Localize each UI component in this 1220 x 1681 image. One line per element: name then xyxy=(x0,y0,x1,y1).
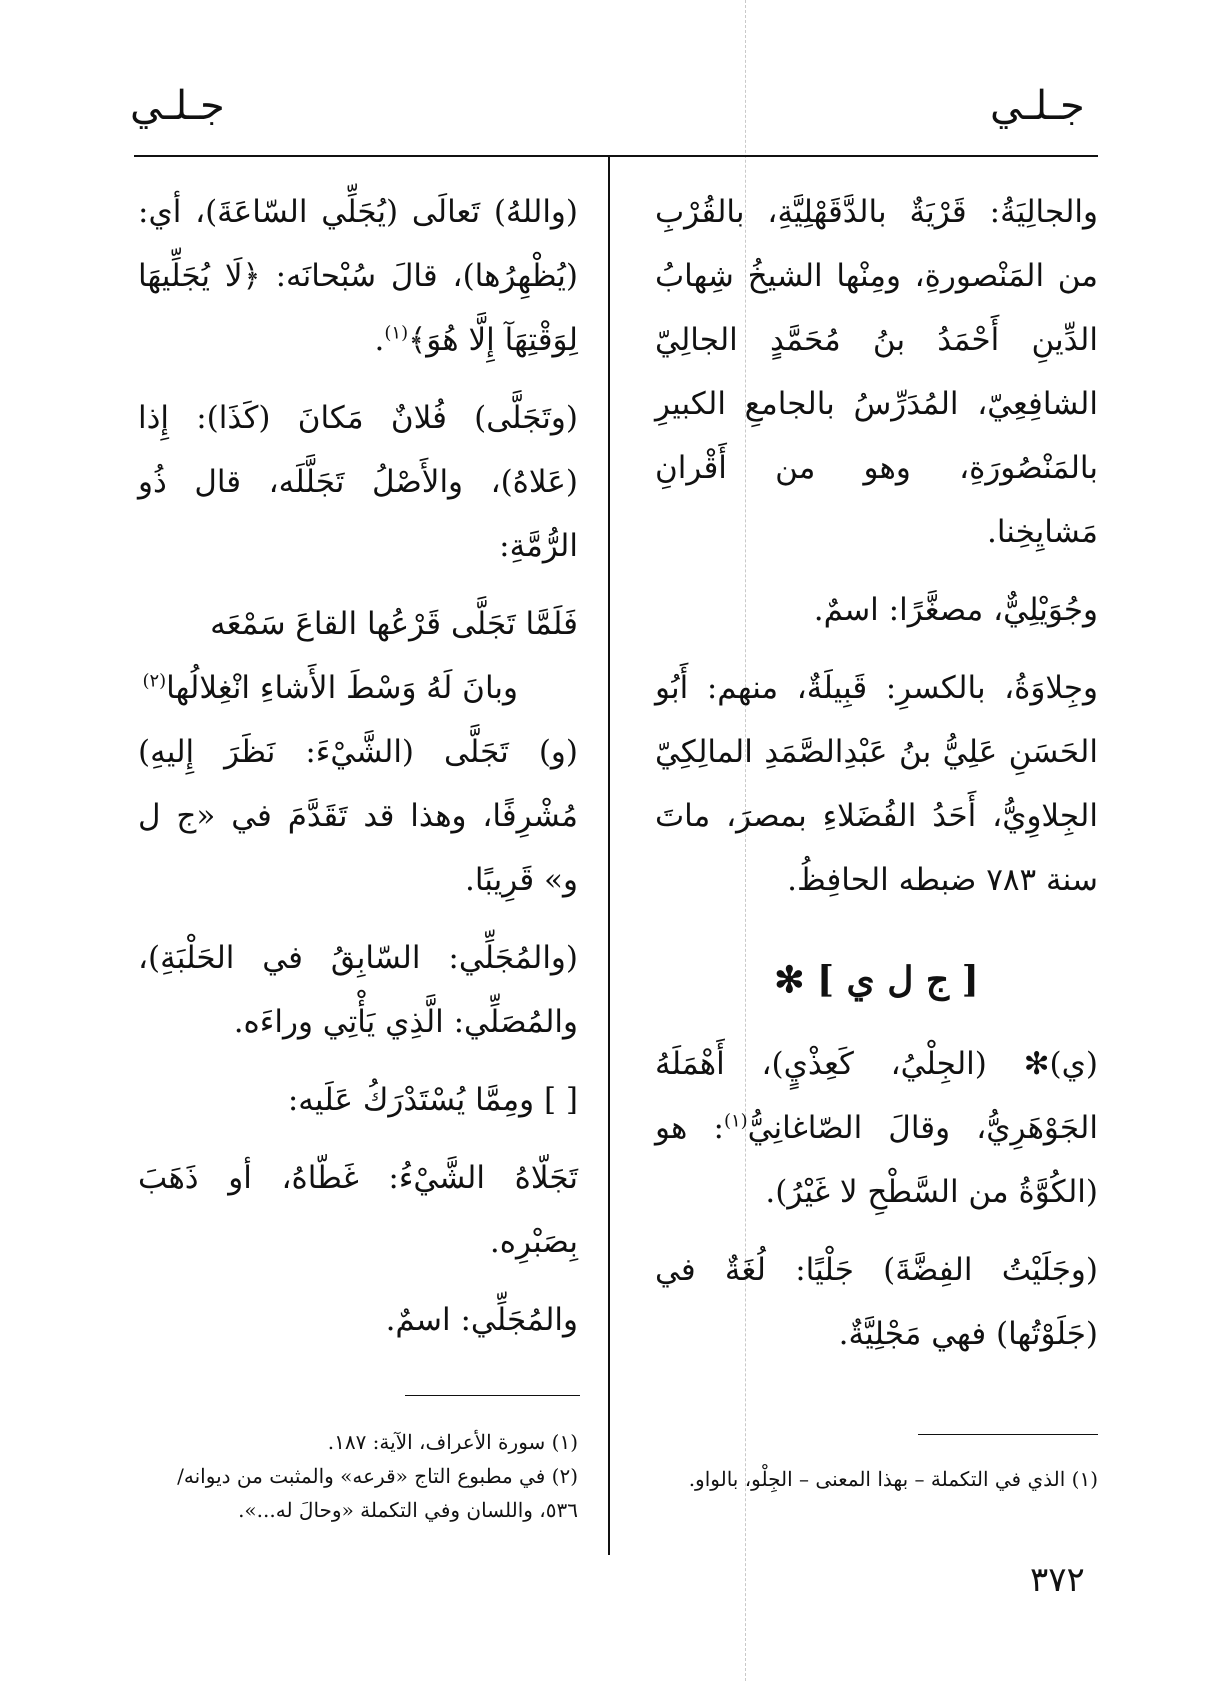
paragraph: والجالِيَةُ: قَرْيَةٌ بالدَّقَهْلِيَّةِ، بالقُرْبِ من المَنْصورةِ، ومِنْها الشيخُ شِهابُ الدِّينِ أَحْمَدُ بنُ مُحَمَّدٍ الجالِيّ الشافِعِيّ، المُدَرِّسُ بالجامعِ الكبيرِ بالمَنْصُورَةِ، وهو من أَقْرانِ مَشايِخِنا. xyxy=(655,194,1098,550)
paragraph: وجُوَيْلِيٌّ، مصغَّرًا: اسمٌ. xyxy=(813,592,1098,628)
verse-text: وبانَ لَهُ وَسْطَ الأَشاءِ انْغِلالُها xyxy=(166,670,518,706)
verse-line xyxy=(138,656,578,720)
entry-heading: [ ج ل ي ] ✻ xyxy=(774,959,979,1001)
paragraph-text: (واللهُ) تَعالَى (يُجَلِّي السّاعَةَ)، أي: (يُظْهِرُها)، قالَ سُبْحانَه: ﴿لَا يُجَلِّيهَا لِوَقْتِهَآ إِلَّا هُوَ﴾ xyxy=(138,194,578,358)
paragraph: وجِلاوَةُ، بالكسرِ: قَبِيلَةٌ، منهم: أَبُو الحَسَنِ عَلِيُّ بنُ عَبْدِالصَّمَدِ المالِكِيّ الجِلاوِيُّ، أَحَدُ الفُضَلاءِ بمصرَ، ماتَ سنة ٧٨٣ ضبطه الحافِظُ. xyxy=(655,670,1098,898)
footnote-marker: (١) xyxy=(723,1110,748,1132)
footnotes-left xyxy=(138,1425,578,1527)
footnote-rule xyxy=(405,1395,580,1396)
footnote: (١) سورة الأعراف، الآية: ١٨٧. xyxy=(327,1430,578,1454)
footnote: (٢) في مطبوع التاج «قرعه» والمثبت من ديوانه/ ٥٣٦، واللسان وفي التكملة «وحالَ له...». xyxy=(177,1464,578,1522)
paragraph: والمُجَلِّي: اسمٌ. xyxy=(385,1302,578,1338)
right-column xyxy=(655,180,1098,1380)
footnote-rule xyxy=(918,1434,1098,1435)
footnote-marker: (٢) xyxy=(142,670,167,692)
paragraph: (والمُجَلِّي: السّابِقُ في الحَلْبَةِ)، والمُصَلِّي: الَّذِي يَأْتِي وراءَه. xyxy=(138,940,578,1040)
footnote: (١) الذي في التكملة – بهذا المعنى – الجِلْو، بالواو. xyxy=(688,1467,1098,1491)
paragraph: (وجَلَيْتُ الفِضَّةَ) جَلْيًا: لُغَةٌ في (جَلَوْتُها) فهي مَجْلِيَّةٌ. xyxy=(655,1252,1098,1352)
entry-text: : هو (الكُوَّةُ من السَّطْحِ لا غَيْرُ). xyxy=(655,1110,1098,1210)
verse-line: فَلَمَّا تَجَلَّى قَرْعُها القاعَ سَمْعَه xyxy=(210,606,578,642)
header-rule xyxy=(134,155,1098,157)
entry-text: (ي)✻ (الجِلْيُ، كَعِذْيٍ)، أَهْمَلَهُ الجَوْهَرِيُّ، وقالَ الصّاغانِيُّ xyxy=(655,1046,1098,1146)
page-number: ٣٧٢ xyxy=(1030,1560,1085,1600)
paragraph: (وتَجَلَّى) فُلانٌ مَكانَ (كَذَا): إِذا (عَلاهُ)، والأَصْلُ تَجَلَّلَه، قال ذُو الرُّمَّةِ: xyxy=(138,400,578,564)
header-word-left: جـلـي xyxy=(130,83,225,129)
header-word-right: جـلـي xyxy=(990,83,1085,129)
column-divider xyxy=(608,155,610,1555)
footnotes-right xyxy=(655,1462,1098,1496)
paragraph: [ ] ومِمَّا يُسْتَدْرَكُ عَلَيه: xyxy=(287,1082,578,1118)
paragraph xyxy=(655,1032,1098,1224)
left-column xyxy=(138,180,578,1366)
paragraph: (و) تَجَلَّى (الشَّيْءَ: نَظَرَ إِليهِ) مُشْرِفًا، وهذا قد تَقَدَّمَ في «ج ل و» قَرِيبًا. xyxy=(138,734,578,898)
paragraph: (واللهُ) تَعالَى (يُجَلِّي السّاعَةَ)، أي: (يُظْهِرُها)، قالَ سُبْحانَه: ﴿لَا يُجَلِّيهَا لِوَقْتِهَآ إِلَّا هُوَ﴾$^{(١)}$. xyxy=(138,194,578,358)
paragraph: تَجَلّاهُ الشَّيْءُ: غَطّاهُ، أو ذَهَبَ بِصَبْرِه. xyxy=(138,1160,578,1260)
footnote-marker: (١) xyxy=(384,322,409,344)
